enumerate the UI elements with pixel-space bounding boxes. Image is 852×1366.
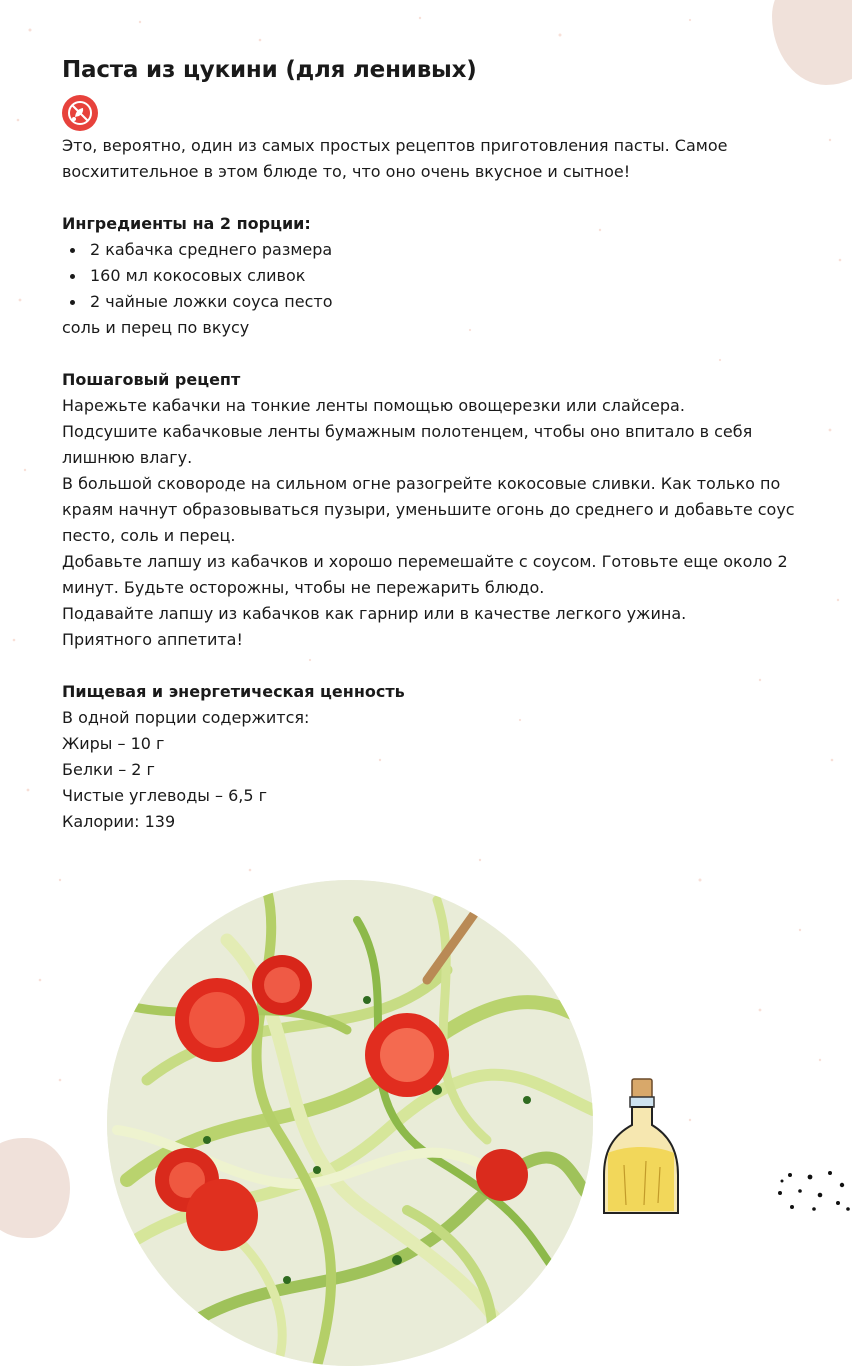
- step-line: Приятного аппетита!: [62, 630, 243, 649]
- step-line: Подавайте лапшу из кабачков как гарнир или в качестве легкого ужина.: [62, 604, 687, 623]
- recipe-intro: Это, вероятно, один из самых простых рецептов приготовления пасты. Самое восхитительное в этом блюде то, что оно очень вкусное и сытное!: [62, 136, 728, 181]
- list-item: 160 мл кокосовых сливок: [90, 263, 822, 289]
- list-item: 2 чайные ложки соуса песто: [90, 289, 822, 315]
- recipe-content: [62, 55, 822, 835]
- step-line: В большой сковороде на сильном огне разогрейте кокосовые сливки. Как только по краям начнут образовываться пузыри, уменьшите огонь до среднего и добавьте соус песто, соль и перец.: [62, 474, 795, 545]
- ingredients-extra: соль и перец по вкусу: [62, 318, 250, 337]
- no-meat-icon: [62, 95, 98, 131]
- ingredients-list: [62, 237, 822, 315]
- nutrition-line: Чистые углеводы – 6,5 г: [62, 786, 268, 805]
- list-item: 2 кабачка среднего размера: [90, 237, 822, 263]
- decorative-dots: [770, 1165, 852, 1212]
- nutrition-line: Калории: 139: [62, 812, 176, 831]
- steps-heading: Пошаговый рецепт: [62, 370, 241, 389]
- nutrition-heading: Пищевая и энергетическая ценность: [62, 682, 405, 701]
- step-line: Нарежьте кабачки на тонкие ленты помощью овощерезки или слайсера.: [62, 396, 685, 415]
- nutrition-line: В одной порции содержится:: [62, 708, 310, 727]
- recipe-title: Паста из цукини (для ленивых): [62, 57, 477, 83]
- nutrition-line: Жиры – 10 г: [62, 734, 165, 753]
- oil-bottle-illustration: [596, 1075, 686, 1215]
- step-line: Подсушите кабачковые ленты бумажным полотенцем, чтобы оно впитало в себя лишнюю влагу.: [62, 422, 753, 467]
- ingredients-heading: Ингредиенты на 2 порции:: [62, 214, 311, 233]
- step-line: Добавьте лапшу из кабачков и хорошо перемешайте с соусом. Готовьте еще около 2 минут. Будьте осторожны, чтобы не пережарить блюдо.: [62, 552, 788, 597]
- nutrition-line: Белки – 2 г: [62, 760, 155, 779]
- zucchini-pasta-photo: [107, 880, 593, 1366]
